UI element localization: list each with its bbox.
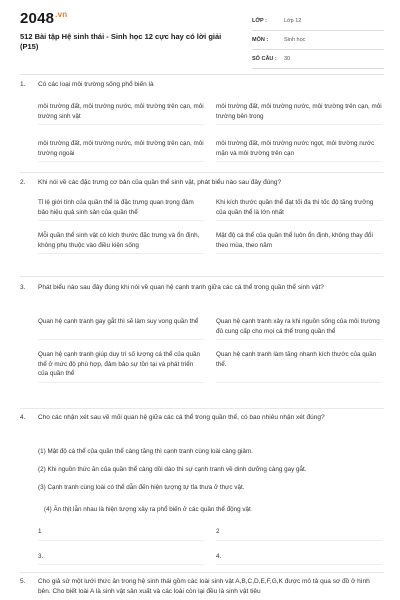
meta-table — [252, 12, 384, 69]
question-2 — [20, 178, 382, 278]
question-3 — [20, 283, 382, 407]
question-number: 1. — [20, 81, 26, 88]
answer-option-d[interactable]: 4. — [216, 552, 382, 566]
header — [0, 0, 400, 76]
meta-label: SỐ CÂU : — [252, 56, 277, 62]
answer-option-c[interactable]: môi trường đất, môi trường nước, môi trường trên cạn, môi trường ngoài — [38, 139, 204, 162]
meta-value: 30 — [284, 56, 291, 62]
meta-value: Sinh học — [284, 37, 306, 43]
meta-label: MÔN : — [252, 37, 269, 43]
question-number: 4. — [20, 414, 26, 421]
answer-option-a[interactable]: Tỉ lệ giới tính của quần thể là đặc trưng quan trọng đảm bảo hiệu quả sinh sản của quần thể — [38, 198, 204, 221]
site-logo[interactable] — [20, 10, 67, 27]
meta-label: LỚP : — [252, 18, 267, 24]
answer-option-a[interactable]: 1 — [38, 527, 204, 541]
options-grid — [38, 198, 382, 254]
question-text: Có các loại môi trường sống phổ biến là — [38, 81, 154, 88]
meta-value: Lớp 12 — [284, 18, 302, 24]
question-number: 3. — [20, 284, 26, 291]
question-text: Phát biểu nào sau đây đúng khi nói về quan hệ cạnh tranh giữa các cá thể trong quần thể sinh vật? — [38, 284, 324, 291]
answer-option-a[interactable]: Quan hệ cạnh tranh gay gắt thì sẽ làm suy vong quần thể — [38, 317, 204, 340]
logo-suffix: .vn — [55, 10, 68, 19]
question-text: Cho các nhận xét sau về mối quan hệ giữa các cá thể trong quần thể, có bao nhiêu nhận xét đúng? — [38, 414, 325, 421]
question-text: Cho giả sử một lưới thức ăn trong hệ sinh thái gồm các loài sinh vật A,B,C,D,E,F,G,K được mô tả qua sơ đồ ở hình bên. Cho biết loài A là sinh vật sản xuất và các loài còn lại đều là sinh vật tiêu — [38, 578, 370, 595]
answer-option-b[interactable]: 2 — [216, 527, 382, 541]
question-4 — [20, 413, 382, 568]
statement-4: (4) Ăn thịt lẫn nhau là hiện tượng xảy ra phổ biến ở các quần thể động vật — [44, 506, 251, 513]
answer-option-c[interactable]: Mỗi quần thể sinh vật có kích thước đặc trưng và ổn định, không phụ thuộc vào điều kiện sống — [38, 231, 204, 254]
question-number: 2. — [20, 179, 26, 186]
question-divider — [20, 408, 384, 409]
question-5 — [20, 577, 382, 600]
answer-option-c[interactable]: 3. — [38, 552, 204, 566]
options-grid — [38, 527, 382, 565]
question-divider — [20, 172, 384, 173]
options-grid — [38, 102, 382, 162]
question-text: Khi nói về các đặc trưng cơ bản của quần thể sinh vật, phát biểu nào sau đây đúng? — [38, 179, 282, 186]
question-divider — [20, 276, 384, 277]
answer-option-a[interactable]: môi trường đất, môi trường nước, môi trường trên cạn, môi trường sinh vật — [38, 102, 204, 125]
answer-option-b[interactable]: môi trường đất, môi trường nước, môi trường trên cạn, môi trường bên trong — [216, 102, 382, 125]
answer-option-d[interactable]: Mật độ cá thể của quần thể luôn ổn định, không thay đổi theo mùa, theo năm — [216, 231, 382, 254]
meta-row-count — [252, 50, 384, 69]
answer-option-b[interactable]: Quan hệ cạnh tranh xảy ra khi nguồn sống của môi trường đủ cung cấp cho mọi cá thể trong quần thể — [216, 317, 382, 340]
question-1 — [20, 80, 382, 170]
meta-row-subject — [252, 31, 384, 50]
logo-main: 2048 — [20, 10, 55, 27]
answer-option-d[interactable]: Quan hệ cạnh tranh làm tăng nhanh kích thước của quần thể. — [216, 350, 382, 383]
statement-2: (2) Khi nguồn thức ăn của quần thể càng dồi dào thì sự cạnh tranh về dinh dưỡng càng gay gắt. — [38, 466, 307, 473]
statement-3: (3) Cạnh tranh cùng loài có thể dẫn đến hiện tượng tự tỉa thưa ở thực vật. — [38, 484, 245, 491]
answer-option-c[interactable]: Quan hệ cạnh tranh giúp duy trì số lượng cá thể của quần thể ở mức độ phù hợp, đảm bảo sự tồn tại và phát triển của quần thể — [38, 350, 204, 383]
question-divider — [20, 572, 384, 573]
header-divider — [20, 74, 384, 75]
meta-row-class — [252, 12, 384, 31]
page-title: 512 Bài tập Hệ sinh thái - Sinh học 12 cực hay có lời giải (P15) — [20, 32, 222, 51]
answer-option-d[interactable]: môi trường đất, môi trường nước ngọt, môi trường nước mặn và môi trường trên cạn — [216, 139, 382, 162]
options-grid — [38, 317, 382, 383]
statement-1: (1) Mật độ cá thể của quần thể càng tăng thì cạnh tranh cùng loài càng giảm. — [38, 448, 253, 455]
answer-option-b[interactable]: Khi kích thước quần thể đạt tối đa thì tốc độ tăng trưởng của quần thể là lớn nhất — [216, 198, 382, 221]
question-number: 5. — [20, 578, 26, 585]
